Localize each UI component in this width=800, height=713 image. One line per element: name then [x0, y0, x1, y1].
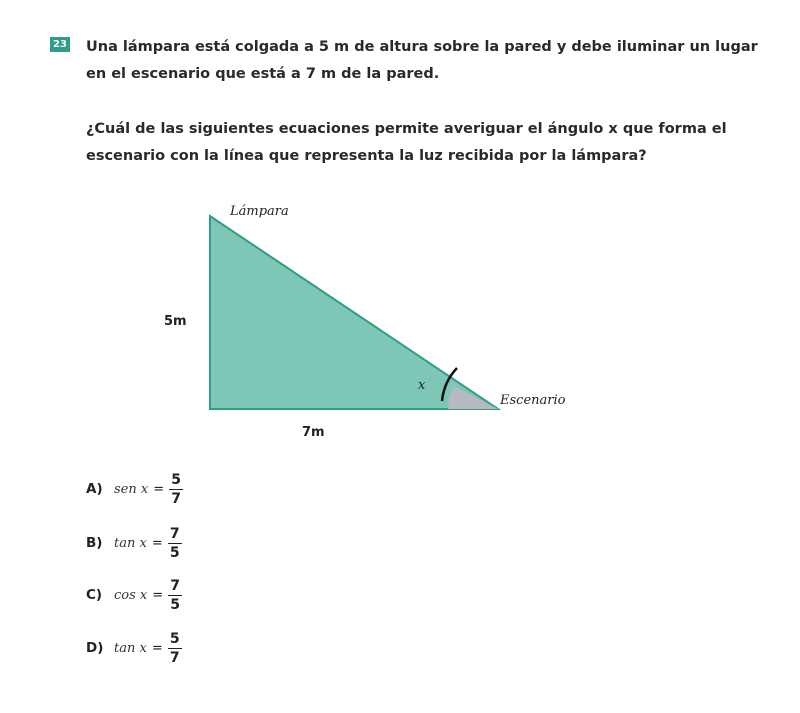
triangle-shape [210, 216, 498, 409]
fraction-bar [168, 543, 182, 544]
fraction-numerator: 5 [171, 471, 181, 488]
triangle-diagram [150, 190, 600, 440]
option-function: sen x [114, 481, 149, 497]
option-equals: = [152, 587, 164, 603]
option-letter: A) [86, 481, 103, 497]
option-letter: B) [86, 535, 103, 551]
option-fraction [168, 631, 182, 666]
option-function: cos x [114, 587, 148, 603]
option-equals: = [151, 535, 163, 551]
stage-label: Escenario [500, 393, 566, 408]
angle-sector [448, 386, 498, 409]
fraction-bar [169, 489, 183, 490]
option-fraction [169, 472, 183, 507]
fraction-numerator: 5 [169, 630, 180, 647]
base-label: 7m [302, 425, 325, 440]
option-fraction [168, 526, 182, 561]
option-a[interactable] [86, 466, 386, 512]
option-equals: = [153, 481, 165, 497]
fraction-bar [168, 648, 182, 649]
fraction-denominator: 5 [169, 544, 180, 561]
option-letter: D) [86, 640, 104, 656]
fraction-numerator: 7 [169, 525, 180, 542]
fraction-numerator: 7 [170, 577, 181, 594]
height-label: 5m [164, 314, 187, 329]
fraction-denominator: 7 [169, 649, 180, 666]
lamp-label: Lámpara [230, 204, 289, 219]
fraction-denominator: 7 [171, 490, 181, 507]
option-letter: C) [86, 587, 103, 603]
triangle-figure [150, 190, 600, 444]
option-c[interactable] [86, 572, 386, 618]
question-stem: Una lámpara está colgada a 5 m de altura sobre la pared y debe iluminar un lugar en el escenario que está a 7 m de la pared. [86, 39, 758, 82]
option-d[interactable] [86, 625, 386, 671]
option-b[interactable] [86, 520, 386, 566]
option-function: tan x [114, 640, 147, 656]
question-prompt: ¿Cuál de las siguientes ecuaciones permite averiguar el ángulo x que forma el escenario con la línea que representa la luz recibida por la lámpara? [86, 121, 727, 164]
option-equals: = [151, 640, 163, 656]
option-function: tan x [114, 535, 147, 551]
option-fraction [168, 578, 182, 613]
fraction-bar [168, 595, 182, 596]
question-number-badge: 23 [50, 37, 70, 52]
angle-label: x [418, 378, 426, 393]
fraction-denominator: 5 [170, 596, 181, 613]
